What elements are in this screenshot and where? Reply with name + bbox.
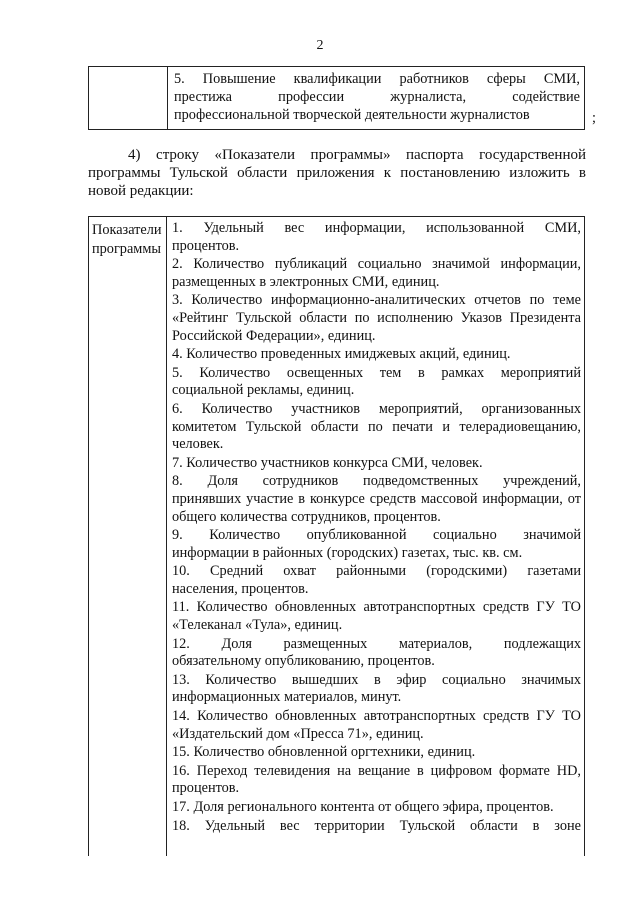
indicator-item-first-line: 10. Средний охват районными (городскими) газетами	[172, 563, 581, 580]
indicator-item-text: 7. Количество участников конкурса СМИ, человек.	[172, 454, 483, 471]
indicator-item-first-line: 5. Количество освещенных тем в рамках мероприятий	[172, 364, 581, 381]
amendment-paragraph	[88, 146, 586, 200]
indicator-item-text: информации в районных (городских) газетах, тыс. кв. см.	[172, 544, 523, 561]
indicator-item	[172, 256, 581, 291]
continued-table-line: 5. Повышение квалификации работников сферы СМИ,	[174, 71, 580, 87]
indicator-item	[172, 473, 581, 526]
indicator-item-text: обязательному опубликованию, процентов.	[172, 653, 435, 670]
trailing-semicolon: ;	[592, 110, 596, 126]
indicator-item-text: процентов.	[172, 237, 240, 254]
indicator-item	[172, 401, 581, 454]
indicator-item-text: населения, процентов.	[172, 580, 309, 597]
indicator-item	[172, 818, 581, 836]
indicator-item	[172, 220, 581, 255]
indicator-item	[172, 636, 581, 671]
indicator-item-first-line: 12. Доля размещенных материалов, подлежащих	[172, 635, 581, 652]
indicator-item-text: «Рейтинг Тульской области по исполнению Указов Президента Российской Федерации», единиц.	[172, 309, 581, 344]
indicators-list	[167, 217, 584, 856]
amendment-paragraph-text: 4) строку «Показатели программы» паспорта государственной программы Тульской области приложения к постановлению изложить в новой редакции:	[88, 147, 586, 199]
indicator-item	[172, 672, 581, 707]
indicator-item	[172, 563, 581, 598]
indicator-item	[172, 744, 581, 762]
indicator-item	[172, 708, 581, 743]
indicator-item-first-line: 16. Переход телевидения на вещание в цифровом формате HD,	[172, 762, 581, 779]
indicator-item	[172, 763, 581, 798]
indicator-item-first-line: 8. Доля сотрудников подведомственных учреждений,	[172, 473, 581, 490]
indicator-item-text: информационных материалов, минут.	[172, 689, 402, 706]
indicator-item-text: принявших участие в конкурсе средств массовой информации, от общего количества сотрудников, процентов.	[172, 490, 581, 525]
page-number: 2	[316, 38, 324, 53]
indicator-item-first-line: 2. Количество публикаций социально значимой информации,	[172, 256, 581, 273]
indicator-item-first-line: 6. Количество участников мероприятий, организованных	[172, 400, 581, 417]
indicators-label-cell: Показатели программы	[89, 217, 167, 856]
indicator-item-text: размещенных в электронных СМИ, единиц.	[172, 273, 440, 290]
indicator-item-first-line: 11. Количество обновленных автотранспортных средств ГУ ТО	[172, 599, 581, 616]
indicator-item-first-line: 18. Удельный вес территории Тульской области в зоне	[172, 817, 581, 834]
indicators-table	[88, 216, 585, 856]
indicator-item-text: комитетом Тульской области по печати и телерадиовещанию, человек.	[172, 418, 581, 453]
indicator-item-text: 17. Доля регионального контента от общего эфира, процентов.	[172, 799, 554, 815]
continued-table-line: профессиональной творческой деятельности журналистов	[174, 107, 530, 123]
indicator-item-text: 4. Количество проведенных имиджевых акций, единиц.	[172, 346, 511, 363]
indicator-item	[172, 346, 581, 364]
indicator-item-text: «Издательский дом «Пресса 71», единиц.	[172, 725, 424, 742]
continued-table-content-cell	[168, 67, 596, 129]
indicator-item	[172, 365, 581, 400]
indicator-item-text: 15. Количество обновленной оргтехники, единиц.	[172, 744, 476, 761]
indicator-item	[172, 599, 581, 634]
indicator-item-first-line: 1. Удельный вес информации, использованной СМИ,	[172, 220, 581, 236]
indicator-item	[172, 455, 581, 473]
continued-table	[88, 66, 596, 130]
indicator-item-first-line: 14. Количество обновленных автотранспортных средств ГУ ТО	[172, 708, 581, 725]
indicator-item-text: «Телеканал «Тула», единиц.	[172, 617, 343, 634]
indicator-item	[172, 527, 581, 562]
indicator-item-first-line: 9. Количество опубликованной социально значимой	[172, 527, 581, 544]
continued-table-line: престижа профессии журналиста, содействие	[174, 89, 580, 105]
indicator-item-first-line: 3. Количество информационно-аналитических отчетов по теме	[172, 292, 581, 309]
indicator-item	[172, 292, 581, 345]
indicator-item-text: процентов.	[172, 780, 240, 797]
continued-table-label-cell	[89, 67, 168, 129]
indicator-item-text: социальной рекламы, единиц.	[172, 382, 355, 399]
indicator-item	[172, 799, 581, 817]
indicator-item-first-line: 13. Количество вышедших в эфир социально значимых	[172, 671, 581, 688]
